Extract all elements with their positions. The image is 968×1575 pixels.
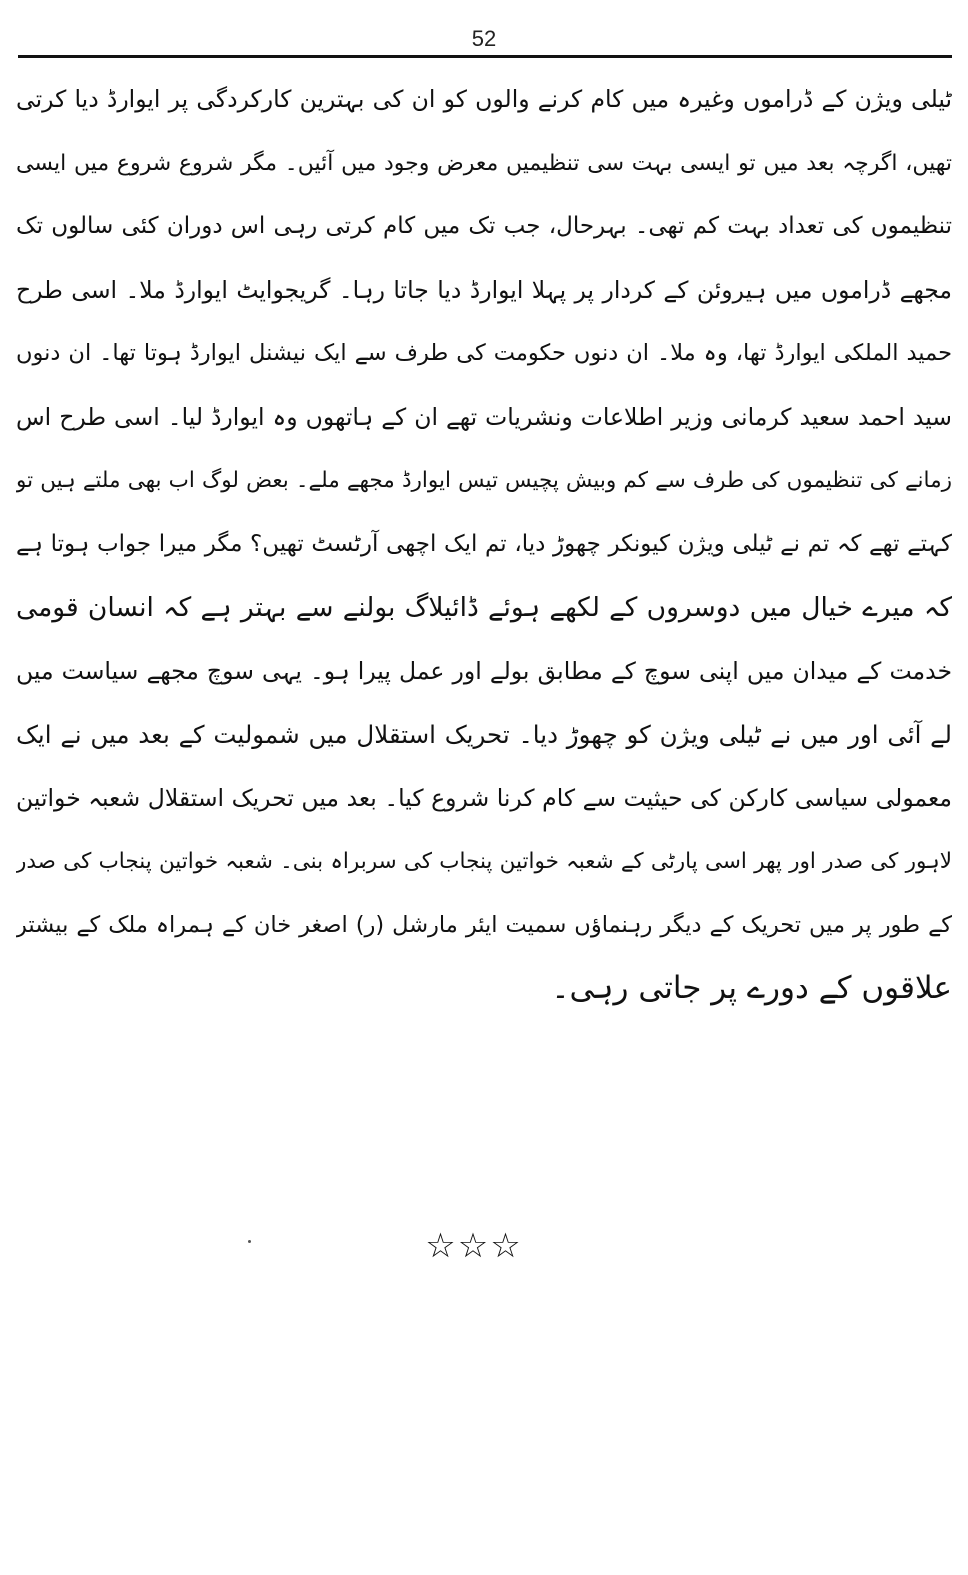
text-line: معمولی سیاسی کارکن کی حیثیت سے کام کرنا شروع کیا۔ بعد میں تحریک استقلال شعبہ خواتین bbox=[16, 783, 952, 812]
body-paragraph bbox=[16, 68, 952, 1021]
text-line: لے آئی اور میں نے ٹیلی ویژن کو چھوڑ دیا۔ تحریک استقلال میں شمولیت کے بعد میں نے ایک bbox=[16, 720, 952, 749]
text-line: تھیں، اگرچہ بعد میں تو ایسی بہت سی تنظیمیں معرض وجود میں آئیں۔ مگر شروع شروع میں ایسی bbox=[16, 150, 952, 176]
text-line: خدمت کے میدان میں اپنی سوچ کے مطابق بولے اور عمل پیرا ہو۔ یہی سوچ مجھے سیاست میں bbox=[16, 656, 952, 685]
page-number: 52 bbox=[471, 26, 497, 51]
text-line: سید احمد سعید کرمانی وزیر اطلاعات ونشریات تھے ان کے ہاتھوں وہ ایوارڈ لیا۔ اسی طرح اس bbox=[16, 402, 952, 431]
text-line: کے طور پر میں تحریک کے دیگر رہنماؤں سمیت ایئر مارشل (ر) اصغر خان کے ہمراہ ملک کے بیشتر bbox=[16, 911, 952, 938]
text-line: زمانے کی تنظیموں کی طرف سے کم وبیش پچیس تیس ایوارڈ مجھے ملے۔ بعض لوگ اب بھی ملتے ہیں تو bbox=[16, 468, 952, 493]
text-line: مجھے ڈراموں میں ہیروئن کے کردار پر پہلا ایوارڈ دیا جاتا رہا۔ گریجوایٹ ایوارڈ ملا۔ اسی طرح bbox=[16, 275, 952, 304]
section-end-stars: ☆☆☆ bbox=[425, 1226, 523, 1266]
text-line: لاہور کی صدر اور پھر اسی پارٹی کے شعبہ خواتین پنجاب کی سربراہ بنی۔ شعبہ خواتین پنجاب کی صدر bbox=[16, 849, 952, 874]
header-rule bbox=[18, 55, 952, 58]
text-line: تنظیموں کی تعداد بہت کم تھی۔ بہرحال، جب تک میں کام کرتی رہی اس دوران کئی سالوں تک bbox=[16, 213, 952, 239]
text-line-last: علاقوں کے دورے پر جاتی رہی۔ bbox=[551, 970, 952, 1006]
text-line: کہتے تھے کہ تم نے ٹیلی ویژن کیونکر چھوڑ دیا، تم ایک اچھی آرٹسٹ تھیں؟ مگر میرا جواب ہوتا ہے bbox=[16, 530, 952, 557]
text-line: کہ میرے خیال میں دوسروں کے لکھے ہوئے ڈائیلاگ بولنے سے بہتر ہے کہ انسان قومی bbox=[16, 592, 952, 623]
text-line: حمید الملکی ایوارڈ تھا، وہ ملا۔ ان دنوں حکومت کی طرف سے ایک نیشنل ایوارڈ ہوتا تھا۔ ان دنوں bbox=[16, 340, 952, 366]
text-line: ٹیلی ویژن کے ڈراموں وغیرہ میں کام کرنے والوں کو ان کی بہترین کارکردگی پر ایوارڈ دیا کرتی bbox=[16, 85, 952, 113]
